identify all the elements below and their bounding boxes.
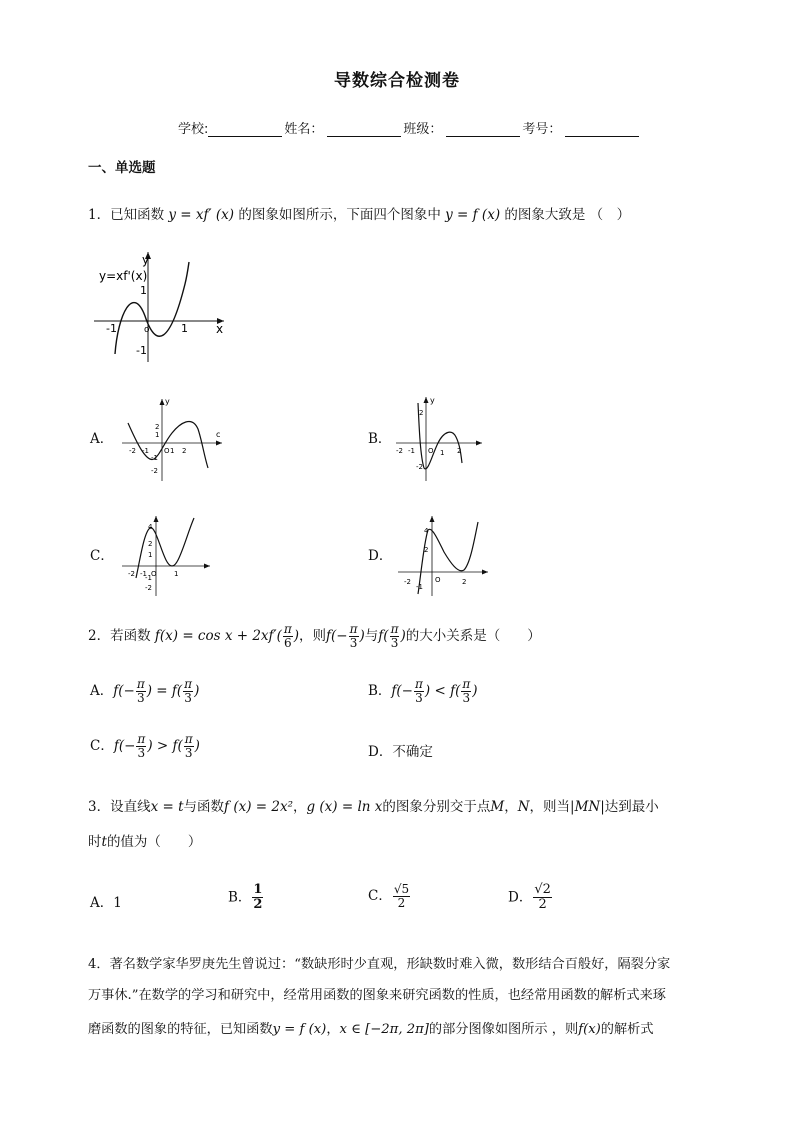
x-tick-neg1: -1 xyxy=(140,570,147,578)
y-arrow-icon xyxy=(424,397,429,403)
option-letter: D． xyxy=(508,889,533,906)
q2-option-c[interactable] xyxy=(90,733,200,760)
name-label: 姓名： xyxy=(284,122,324,137)
x-tick-1: 1 xyxy=(440,449,445,457)
x-label: x xyxy=(216,322,224,336)
y-tick-neg1: -1 xyxy=(145,574,152,582)
close-paren: ) xyxy=(194,683,200,700)
f-neg: f(− xyxy=(113,738,136,755)
q3-xt: x = t xyxy=(150,799,184,815)
den: 3 xyxy=(349,636,358,651)
x-tick-1: 1 xyxy=(174,570,179,578)
comma: ， xyxy=(504,799,518,815)
student-info-line xyxy=(178,118,641,137)
q2-pi-over-3-a xyxy=(349,623,359,650)
x-arrow-icon xyxy=(204,564,210,569)
f-pos: f( xyxy=(450,683,461,700)
num: π xyxy=(283,622,292,636)
num: π xyxy=(137,732,146,746)
x-tick-neg2: -2 xyxy=(396,447,403,455)
x-tick-neg1: -1 xyxy=(106,322,117,335)
fraction xyxy=(252,883,263,913)
q4-line2: 万事休.”在数学的学习和研究中，经常用函数的图象来研究函数的性质，也经常用函数的解析式来琢 xyxy=(88,988,666,1003)
y-arrow-icon xyxy=(154,516,159,522)
q4-line3 xyxy=(88,1018,654,1037)
y-label: y xyxy=(430,396,435,405)
y-label: y xyxy=(165,397,170,406)
option-text: 不确定 xyxy=(392,744,433,760)
num: π xyxy=(415,677,423,691)
q1-option-a-graph[interactable] xyxy=(118,393,230,483)
x-tick-neg2: -2 xyxy=(129,447,136,455)
num: π xyxy=(462,677,471,691)
x-tick-neg2: -2 xyxy=(128,570,135,578)
q4-fx: f(x) xyxy=(578,1022,601,1037)
q2-pre: 2．若函数 xyxy=(88,628,151,645)
den: 3 xyxy=(136,691,145,706)
close-paren: ) xyxy=(147,738,153,755)
q1-option-d-label[interactable]: D． xyxy=(368,548,393,564)
page-title: 导数综合检测卷 xyxy=(334,71,460,91)
q1-func-fx: y = f (x) xyxy=(445,207,501,223)
option-letter: C． xyxy=(90,738,114,755)
q1-post: 的图象大致是 （ ） xyxy=(504,207,631,223)
y-tick-neg2: -2 xyxy=(151,467,158,475)
q1-option-b-graph[interactable] xyxy=(394,393,494,483)
origin-label: O xyxy=(164,447,170,455)
y-tick-4: 4 xyxy=(148,523,153,531)
y-tick-1: 1 xyxy=(140,284,147,297)
number-field[interactable] xyxy=(565,122,639,137)
q1-main-graph xyxy=(88,244,238,369)
origin-label: o xyxy=(144,325,150,335)
close-paren: ) xyxy=(400,628,406,645)
y-tick-2: 2 xyxy=(424,546,429,554)
relation-sign: < xyxy=(434,683,446,700)
num: π xyxy=(136,677,145,691)
x-tick-1: 1 xyxy=(170,447,175,455)
q3-stem-line1 xyxy=(88,795,659,815)
class-field[interactable] xyxy=(446,122,520,137)
x-tick-neg2: -2 xyxy=(404,578,411,586)
origin-label: O xyxy=(435,576,441,584)
option-letter: A． xyxy=(90,683,114,700)
q2-then: ，则 xyxy=(299,628,327,645)
den: 3 xyxy=(184,746,193,761)
x-label: c xyxy=(216,430,221,439)
q3-text-f: 时 xyxy=(88,834,102,850)
y-tick-neg1: -1 xyxy=(136,344,147,357)
y-tick-2: 2 xyxy=(419,409,424,417)
relation-sign: > xyxy=(156,738,169,755)
q3-option-c[interactable] xyxy=(368,883,411,910)
q1-option-b-label[interactable]: B． xyxy=(368,431,392,447)
option-value: 1 xyxy=(113,895,122,911)
den: 2 xyxy=(253,897,263,913)
x-tick-2: 2 xyxy=(182,447,187,455)
q4-line1: 4．著名数学家华罗庚先生曾说过：“数缺形时少直观，形缺数时难入微，数形结合百般好，隔裂分家 xyxy=(88,957,671,972)
den: 3 xyxy=(184,691,192,706)
f-neg: f(− xyxy=(391,683,413,700)
q3-text-d: ，则当 xyxy=(529,799,571,815)
f-pos: f( xyxy=(171,683,183,700)
num: π xyxy=(184,677,193,691)
q2-stem xyxy=(88,623,541,650)
q4-yfx: y = f (x) xyxy=(272,1022,327,1037)
q1-mid: 的图象如图所示，下面四个图象中 xyxy=(238,207,441,223)
x-arrow-icon xyxy=(476,441,482,446)
name-field[interactable] xyxy=(327,122,401,137)
q2-option-d[interactable] xyxy=(368,740,433,760)
q3-option-d[interactable] xyxy=(508,883,553,913)
q2-with: 与 xyxy=(364,628,379,645)
den: 2 xyxy=(538,897,547,913)
q3-point-m: M xyxy=(490,799,505,815)
q3-text-e: 达到最小 xyxy=(604,799,659,815)
q3-gx: g (x) = ln x xyxy=(306,799,383,815)
q1-stem xyxy=(88,203,630,223)
q3-text-c: 的图象分别交于点 xyxy=(382,799,491,815)
curve xyxy=(418,403,462,469)
q4-text-b: 的部分图像如图所示 ，则 xyxy=(428,1022,579,1037)
q2-option-b[interactable] xyxy=(368,678,478,705)
pi-over-3 xyxy=(461,678,471,705)
num: π xyxy=(349,622,358,636)
x-tick-neg1: -1 xyxy=(142,447,149,455)
relation-sign: = xyxy=(156,683,168,700)
q3-text-g: 的值为（ ） xyxy=(106,834,202,850)
y-label: y xyxy=(142,253,150,267)
q3-option-a[interactable] xyxy=(90,891,122,911)
origin-label: O xyxy=(428,447,434,455)
q1-option-c-label[interactable]: C． xyxy=(90,548,114,564)
x-arrow-icon xyxy=(216,441,222,446)
q4-text-a: 磨函数的图象的特征，已知函数 xyxy=(88,1022,273,1037)
num: π xyxy=(390,622,399,636)
y-tick-2: 2 xyxy=(155,423,160,431)
x-tick-2: 2 xyxy=(457,447,462,455)
y-arrow-icon xyxy=(160,399,165,405)
school-field[interactable] xyxy=(208,122,282,137)
q1-option-d-graph[interactable] xyxy=(394,512,494,598)
pi-over-3 xyxy=(136,733,146,760)
option-letter: A． xyxy=(90,895,114,911)
q2-f-pos: f( xyxy=(378,628,389,645)
q3-text-b: 与函数 xyxy=(183,799,225,815)
q3-text-a: 3．设直线 xyxy=(88,799,151,815)
num: √2 xyxy=(534,882,551,897)
number-label: 考号： xyxy=(522,122,562,137)
q3-point-n: N xyxy=(517,799,530,815)
pi-over-3 xyxy=(183,678,193,705)
y-tick-neg1: -1 xyxy=(151,454,158,462)
q2-pi-over-3-b xyxy=(390,623,400,650)
school-label: 学校: xyxy=(178,122,209,137)
close-paren: ) xyxy=(424,683,431,700)
q4-domain: x ∈ [−2π, 2π] xyxy=(339,1022,429,1037)
class-label: 班级： xyxy=(403,122,443,137)
x-arrow-icon xyxy=(482,570,488,575)
fraction xyxy=(533,883,552,913)
close-paren: ) xyxy=(472,683,478,700)
origin-label: O xyxy=(151,570,157,578)
pi-over-3 xyxy=(184,733,194,760)
pi-over-3 xyxy=(414,678,424,705)
option-letter: B． xyxy=(228,889,252,906)
f-neg: f(− xyxy=(113,683,135,700)
q3-option-b[interactable] xyxy=(228,883,264,913)
q3-t: t xyxy=(101,834,107,850)
q3-fx: f (x) = 2x² xyxy=(224,799,293,815)
q2-pi-over-6 xyxy=(283,623,293,650)
comma: ， xyxy=(292,799,307,815)
y-tick-neg2: -2 xyxy=(145,584,152,592)
q4-text-c: 的解析式 xyxy=(600,1022,654,1037)
den: 3 xyxy=(462,691,471,706)
y-tick-2: 2 xyxy=(148,540,153,548)
close-paren: ) xyxy=(194,738,200,755)
q2-option-a[interactable] xyxy=(90,678,199,705)
func-label: y=xf'(x) xyxy=(99,269,148,283)
fraction xyxy=(393,883,410,910)
num: √5 xyxy=(393,882,410,896)
den: 3 xyxy=(415,691,423,706)
curve xyxy=(128,421,208,468)
num: 1 xyxy=(253,882,263,897)
y-tick-neg2: -2 xyxy=(416,463,423,471)
curve xyxy=(136,518,194,578)
option-letter: D． xyxy=(368,744,393,760)
f-pos: f( xyxy=(172,738,183,755)
q3-mn: |MN| xyxy=(570,799,605,815)
option-letter: B． xyxy=(368,683,392,700)
x-tick-neg1: -1 xyxy=(408,447,415,455)
q1-func-xfprime: y = xf′ (x) xyxy=(168,207,235,223)
y-arrow-icon xyxy=(430,516,435,522)
den: 3 xyxy=(390,636,399,651)
q2-tail: 的大小关系是（ ） xyxy=(405,628,541,645)
den: 6 xyxy=(284,636,292,651)
pi-over-3 xyxy=(136,678,146,705)
q1-option-a-label[interactable]: A． xyxy=(90,431,114,447)
q3-stem-line2 xyxy=(88,830,201,850)
x-tick-2: 2 xyxy=(462,578,467,586)
q1-pre: 1．已知函数 xyxy=(88,207,165,223)
num: π xyxy=(184,732,193,746)
section-heading: 一、单选题 xyxy=(88,160,156,176)
close-paren: ) xyxy=(146,683,152,700)
x-tick-1: 1 xyxy=(181,322,188,335)
y-tick-4: 4 xyxy=(424,527,429,535)
q2-expr: f(x) = cos x + 2xf′( xyxy=(154,628,282,645)
den: 3 xyxy=(137,746,146,761)
q2-f-neg: f(− xyxy=(326,628,348,645)
close-paren: ) xyxy=(359,628,365,645)
q1-option-c-graph[interactable] xyxy=(118,512,218,598)
y-tick-1: 1 xyxy=(148,551,153,559)
comma: ， xyxy=(326,1022,340,1037)
den: 2 xyxy=(397,896,406,911)
x-tick-neg1: -1 xyxy=(416,583,423,591)
option-letter: C． xyxy=(368,888,392,905)
y-tick-1: 1 xyxy=(155,431,160,439)
q2-expr-end: ) xyxy=(293,628,300,645)
